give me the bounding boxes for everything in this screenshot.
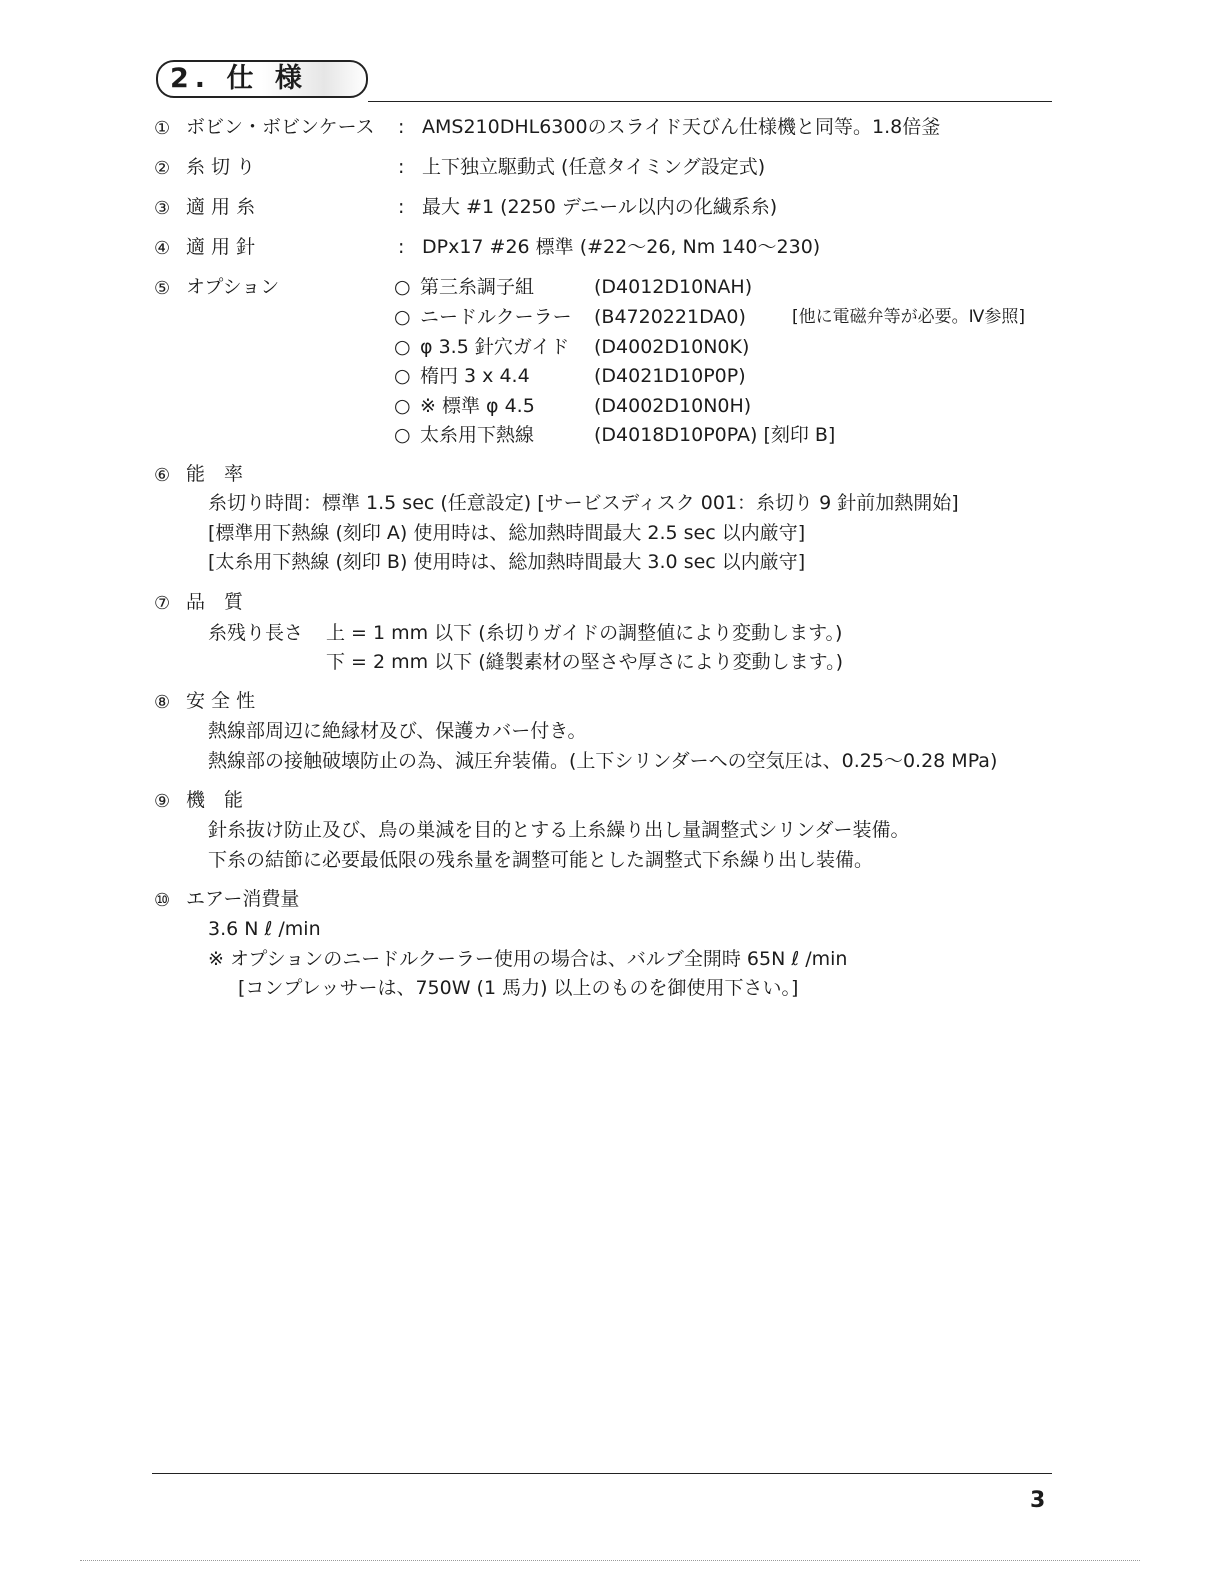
spec-number: ①	[154, 118, 171, 139]
spec-value: AMS210DHL6300のスライド天びん仕様機と同等。1.8倍釜	[422, 116, 941, 138]
header-rule	[368, 101, 1052, 102]
quality-line: 上 = 1 mm 以下 (糸切りガイドの調整値により変動します。)	[326, 622, 843, 644]
spec-value: 最大 #1 (2250 デニール以内の化繊系糸)	[422, 196, 778, 218]
spec-colon: :	[398, 116, 405, 138]
option-code: (D4002D10N0K)	[594, 336, 750, 358]
spec-label: 適 用 針	[186, 236, 256, 258]
air-line: [コンプレッサーは、750W (1 馬力) 以上のものを御使用下さい。]	[238, 977, 799, 999]
air-label: エアー消費量	[186, 888, 300, 910]
quality-line: 下 = 2 mm 以下 (縫製素材の堅さや厚さにより変動します。)	[326, 651, 844, 673]
quality-number: ⑦	[154, 593, 171, 614]
spec-number: ②	[154, 158, 171, 179]
option-circle-icon: ○	[394, 395, 411, 417]
spec-colon: :	[398, 196, 405, 218]
safety-line: 熱線部の接触破壊防止の為、減圧弁装備。(上下シリンダーへの空気圧は、0.25～0.28 MPa)	[208, 750, 998, 772]
quality-label: 品 質	[186, 591, 244, 613]
option-circle-icon: ○	[394, 276, 411, 298]
option-code: (B4720221DA0)	[594, 306, 746, 328]
safety-label: 安 全 性	[186, 690, 256, 712]
function-line: 下糸の結節に必要最低限の残糸量を調整可能とした調整式下糸繰り出し装備。	[208, 849, 874, 871]
scan-edge-dots	[80, 1560, 1140, 1561]
spec-label: 適 用 糸	[186, 196, 256, 218]
options-label: オプション	[186, 276, 280, 298]
option-name: 太糸用下熱線	[420, 424, 535, 446]
spec-number: ③	[154, 198, 171, 219]
function-line: 針糸抜け防止及び、鳥の巣減を目的とする上糸繰り出し量調整式シリンダー装備。	[208, 819, 910, 841]
section-title: 2. 仕 様	[170, 63, 308, 94]
spec-label: 糸 切 り	[186, 156, 256, 178]
option-code: (D4018D10P0PA) [刻印 B]	[594, 424, 836, 446]
efficiency-label: 能 率	[186, 463, 244, 485]
option-circle-icon: ○	[394, 306, 411, 328]
air-line: ※ オプションのニードルクーラー使用の場合は、バルブ全開時 65N ℓ /min	[208, 948, 848, 970]
efficiency-line: 糸切り時間：標準 1.5 sec (任意設定) [サービスディスク 001：糸切り 9 針前加熱開始]	[208, 492, 959, 514]
spec-value: 上下独立駆動式 (任意タイミング設定式)	[422, 156, 766, 178]
option-name: 楕円 3 x 4.4	[420, 365, 530, 387]
option-name: ※ 標準 φ 4.5	[420, 395, 535, 417]
option-code: (D4002D10N0H)	[594, 395, 752, 417]
safety-line: 熱線部周辺に絶縁材及び、保護カバー付き。	[208, 720, 587, 742]
function-label: 機 能	[186, 789, 244, 811]
option-name: ニードルクーラー	[420, 306, 572, 328]
safety-number: ⑧	[154, 692, 171, 713]
efficiency-line: [標準用下熱線 (刻印 A) 使用時は、総加熱時間最大 2.5 sec 以内厳守]	[208, 522, 806, 544]
option-circle-icon: ○	[394, 424, 411, 446]
function-number: ⑨	[154, 791, 171, 812]
option-name: φ 3.5 針穴ガイド	[420, 336, 570, 358]
option-name: 第三糸調子組	[420, 276, 535, 298]
option-circle-icon: ○	[394, 336, 411, 358]
footer-rule	[152, 1473, 1052, 1474]
option-note: [他に電磁弁等が必要。Ⅳ参照]	[792, 307, 1025, 327]
quality-lead: 糸残り長さ	[208, 622, 304, 644]
spec-value: DPx17 #26 標準 (#22～26, Nm 140～230)	[422, 236, 821, 258]
options-number: ⑤	[154, 278, 171, 299]
efficiency-number: ⑥	[154, 465, 171, 486]
spec-colon: :	[398, 236, 405, 258]
spec-colon: :	[398, 156, 405, 178]
page-number: 3	[1030, 1488, 1046, 1513]
option-code: (D4021D10P0P)	[594, 365, 746, 387]
spec-number: ④	[154, 238, 171, 259]
air-line: 3.6 N ℓ /min	[208, 918, 321, 940]
air-number: ⑩	[154, 890, 171, 911]
option-code: (D4012D10NAH)	[594, 276, 753, 298]
option-circle-icon: ○	[394, 365, 411, 387]
spec-label: ボビン・ボビンケース	[186, 116, 375, 138]
efficiency-line: [太糸用下熱線 (刻印 B) 使用時は、総加熱時間最大 3.0 sec 以内厳守]	[208, 551, 806, 573]
